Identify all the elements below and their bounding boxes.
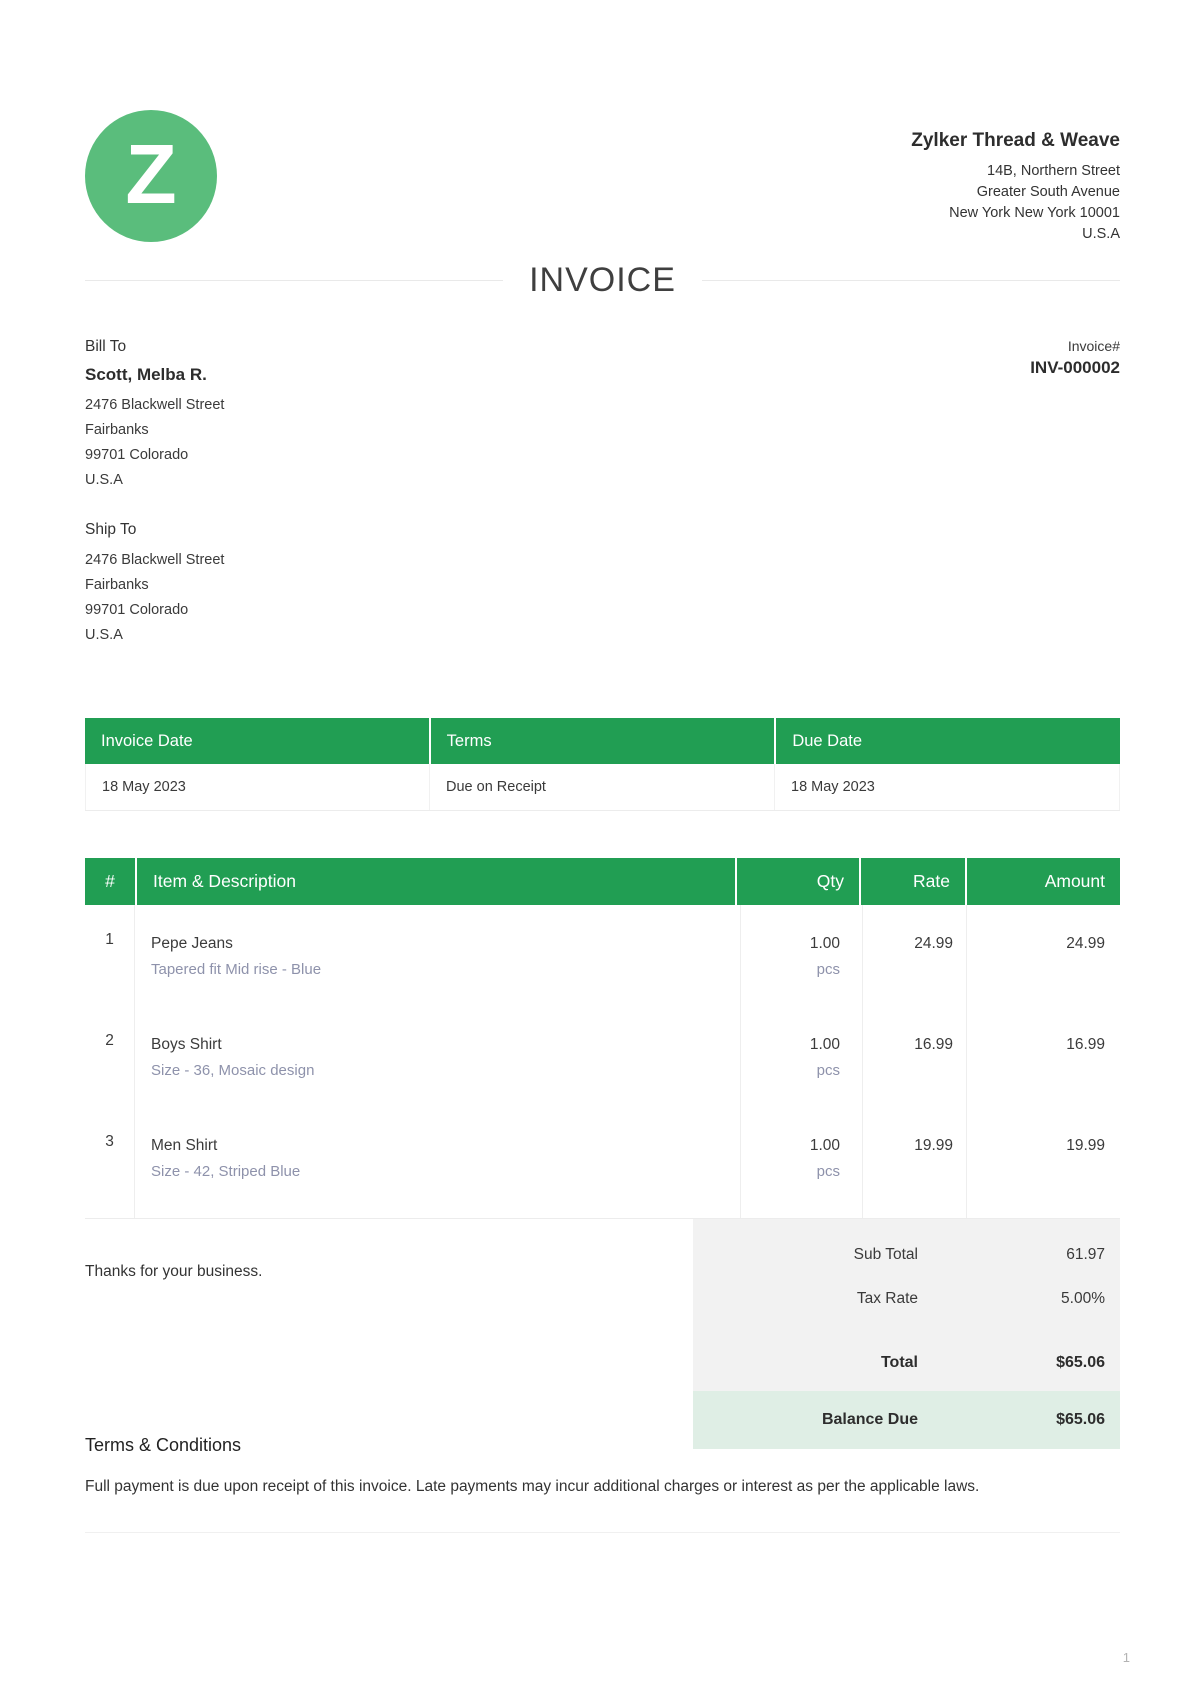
header — [85, 110, 1120, 245]
item-description: Size - 42, Striped Blue — [151, 1163, 301, 1180]
item-rate: 16.99 — [863, 1006, 967, 1107]
terms-heading: Terms & Conditions — [85, 1435, 242, 1455]
terms-header: Terms — [431, 718, 775, 764]
bill-to-address-line: 99701 Colorado — [85, 447, 189, 463]
tax-rate-label: Tax Rate — [856, 1290, 918, 1307]
document-title: INVOICE — [529, 261, 676, 299]
invoice-meta-table — [85, 718, 1120, 811]
item-qty: 1.00 — [809, 1036, 840, 1053]
company-address — [911, 161, 1120, 245]
table-row — [85, 1006, 1120, 1107]
item-description: Size - 36, Mosaic design — [151, 1062, 315, 1079]
bill-to-address — [85, 393, 224, 493]
due-date-header: Due Date — [776, 718, 1120, 764]
item-name: Pepe Jeans — [151, 935, 233, 952]
row-item-cell — [135, 1107, 741, 1218]
subtotal-label: Sub Total — [853, 1246, 918, 1263]
total-label: Total — [880, 1354, 918, 1371]
invoice-meta-values — [85, 764, 1120, 811]
company-info — [911, 110, 1120, 245]
items-table — [85, 858, 1120, 1219]
balance-due-row — [693, 1391, 1120, 1449]
invoice-number-block — [1030, 338, 1120, 493]
item-rate: 24.99 — [863, 905, 967, 1006]
column-header-amount: Amount — [967, 858, 1120, 905]
company-address-line: 14B, Northern Street — [987, 163, 1120, 179]
total-row — [693, 1341, 1120, 1385]
title-divider-right — [702, 280, 1120, 281]
row-index: 1 — [85, 905, 135, 1006]
subtotal-value: 61.97 — [1066, 1246, 1105, 1263]
title-row — [85, 261, 1120, 300]
row-item-cell — [135, 1006, 741, 1107]
invoice-number-value: INV-000002 — [1030, 358, 1120, 377]
item-unit: pcs — [816, 1163, 840, 1180]
invoice-meta-header — [85, 718, 1120, 764]
ship-to-address — [85, 548, 1120, 648]
ship-to-block — [85, 521, 1120, 648]
column-header-index: # — [85, 858, 135, 905]
row-qty-cell — [741, 1107, 863, 1218]
company-logo-letter: Z — [125, 127, 177, 221]
tax-rate-value: 5.00% — [1061, 1290, 1105, 1307]
item-qty: 1.00 — [809, 1137, 840, 1154]
item-unit: pcs — [816, 961, 840, 978]
invoice-number-label: Invoice# — [1067, 338, 1120, 354]
page-number: 1 — [1122, 1650, 1130, 1665]
summary-panel — [693, 1219, 1120, 1449]
row-index: 3 — [85, 1107, 135, 1218]
total-value: $65.06 — [1056, 1354, 1105, 1371]
due-date-value: 18 May 2023 — [775, 764, 1120, 810]
company-logo — [85, 110, 217, 242]
customer-name: Scott, Melba R. — [85, 365, 207, 384]
row-item-cell — [135, 905, 741, 1006]
column-header-qty: Qty — [737, 858, 859, 905]
company-address-line: Greater South Avenue — [976, 184, 1120, 200]
summary-subtotals — [693, 1219, 1120, 1391]
terms-text: Full payment is due upon receipt of this invoice. Late payments may incur additional charges or interest as per the applicable laws. — [85, 1478, 980, 1495]
bill-to-label: Bill To — [85, 338, 127, 355]
footer-divider — [85, 1532, 1120, 1533]
bill-to-address-line: 2476 Blackwell Street — [85, 397, 225, 413]
column-header-item: Item & Description — [137, 858, 735, 905]
tax-rate-row — [693, 1277, 1120, 1321]
row-qty-cell — [741, 905, 863, 1006]
company-name: Zylker Thread & Weave — [911, 130, 1120, 151]
item-amount: 19.99 — [1066, 1137, 1105, 1154]
title-divider-left — [85, 280, 503, 281]
bill-to-address-line: U.S.A — [85, 472, 123, 488]
item-description: Tapered fit Mid rise - Blue — [151, 961, 322, 978]
balance-due-label: Balance Due — [821, 1411, 918, 1428]
ship-to-address-line: 99701 Colorado — [85, 602, 189, 618]
item-amount: 16.99 — [1066, 1036, 1105, 1053]
thanks-note: Thanks for your business. — [85, 1263, 263, 1280]
balance-due-value: $65.06 — [1056, 1411, 1105, 1428]
bill-to-address-line: Fairbanks — [85, 422, 149, 438]
invoice-date-value: 18 May 2023 — [85, 764, 430, 810]
item-qty: 1.00 — [809, 935, 840, 952]
company-address-line: U.S.A — [1082, 226, 1120, 242]
item-amount: 24.99 — [1066, 935, 1105, 952]
item-name: Men Shirt — [151, 1137, 218, 1154]
bill-to-block — [85, 338, 224, 493]
subtotal-row — [693, 1233, 1120, 1277]
ship-to-address-line: Fairbanks — [85, 577, 149, 593]
item-rate: 19.99 — [863, 1107, 967, 1218]
row-index: 2 — [85, 1006, 135, 1107]
items-table-header — [85, 858, 1120, 905]
terms-value: Due on Receipt — [430, 764, 775, 810]
company-address-line: New York New York 10001 — [949, 205, 1120, 221]
ship-to-address-line: U.S.A — [85, 627, 123, 643]
table-row — [85, 905, 1120, 1006]
item-unit: pcs — [816, 1062, 840, 1079]
billing-section — [85, 338, 1120, 493]
item-name: Boys Shirt — [151, 1036, 222, 1053]
ship-to-address-line: 2476 Blackwell Street — [85, 552, 225, 568]
invoice-date-header: Invoice Date — [85, 718, 429, 764]
column-header-rate: Rate — [861, 858, 965, 905]
table-row — [85, 1107, 1120, 1218]
items-table-body — [85, 905, 1120, 1219]
totals-section — [85, 1219, 1120, 1449]
row-qty-cell — [741, 1006, 863, 1107]
ship-to-label: Ship To — [85, 521, 137, 538]
